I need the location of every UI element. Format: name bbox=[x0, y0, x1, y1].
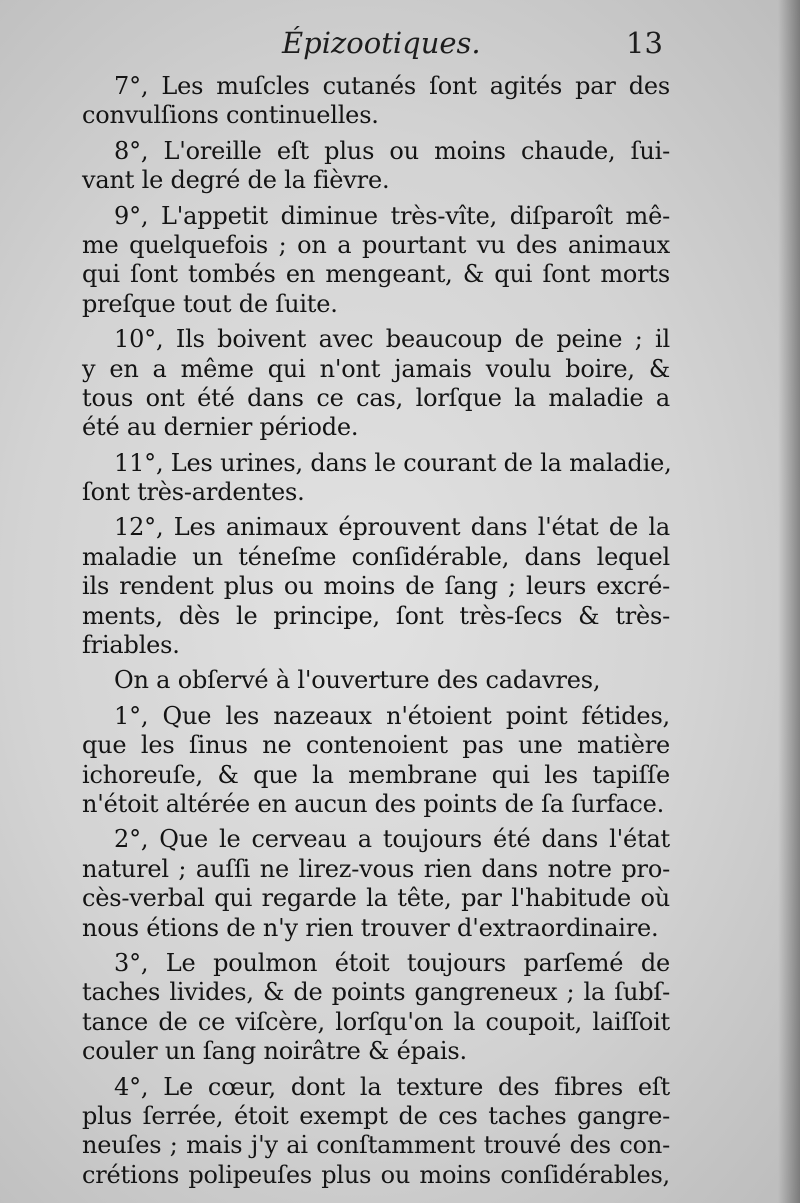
text-line: On a obſervé à l'ouverture des cadavres, bbox=[114, 666, 601, 695]
text-line: plus ſerrée, étoit exempt de ces taches gangre- bbox=[82, 1101, 670, 1130]
text-line: ſont très-ardentes. bbox=[82, 478, 305, 507]
text-line: ils rendent plus ou moins de ſang ; leurs excré- bbox=[82, 572, 670, 601]
text-line: naturel ; auſſi ne lirez-vous rien dans notre pro- bbox=[82, 854, 670, 883]
text-line: vant le degré de la fièvre. bbox=[82, 166, 390, 195]
text-line: tance de ce viſcère, lorſqu'on la coupoit, laiſſoit bbox=[82, 1007, 670, 1036]
text-line: 2°, Que le cerveau a toujours été dans l'état bbox=[114, 825, 670, 854]
paragraph-finding-1 bbox=[82, 702, 670, 820]
text-line: tous ont été dans ce cas, lorſque la maladie a bbox=[82, 383, 670, 412]
text-line: me quelquefois ; on a pourtant vu des animaux bbox=[82, 230, 670, 259]
text-line: 9°, L'appetit diminue très-vîte, diſparoît mê- bbox=[114, 201, 670, 230]
text-line: neuſes ; mais j'y ai conſtamment trouvé des con- bbox=[82, 1131, 670, 1160]
text-line: qui ſont tombés en mengeant, & qui ſont morts bbox=[82, 260, 670, 289]
text-line: 12°, Les animaux éprouvent dans l'état de la bbox=[114, 513, 670, 542]
paragraph-8 bbox=[82, 137, 670, 196]
text-line: 7°, Les muſcles cutanés ſont agités par des bbox=[114, 72, 670, 100]
text-line: taches livides, & de points gangreneux ; la ſubſ- bbox=[82, 978, 670, 1007]
paragraph-12 bbox=[82, 513, 670, 660]
text-line: 8°, L'oreille eſt plus ou moins chaude, ſui- bbox=[114, 136, 670, 165]
text-line: maladie un téneſme conſidérable, dans lequel bbox=[82, 542, 670, 571]
paragraph-finding-2 bbox=[82, 825, 670, 943]
text-line: que les ſinus ne contenoient pas une matière bbox=[82, 731, 670, 760]
text-line: 3°, Le poulmon étoit toujours parſemé de bbox=[114, 948, 670, 977]
paragraph-9 bbox=[82, 202, 670, 320]
text-line: 4°, Le cœur, dont la texture des fibres eſt bbox=[114, 1072, 670, 1101]
text-line: 11°, Les urines, dans le courant de la maladie, bbox=[114, 448, 672, 477]
page-number: 13 bbox=[626, 26, 663, 60]
text-line: 1°, Que les nazeaux n'étoient point fétides, bbox=[114, 701, 670, 730]
paragraph-finding-3 bbox=[82, 949, 670, 1067]
page-header bbox=[0, 22, 800, 72]
text-line: 10°, Ils boivent avec beaucoup de peine ; il bbox=[114, 325, 670, 354]
paragraph-observation-intro bbox=[82, 666, 670, 695]
text-line: n'étoit altérée en aucun des points de ſa ſurface. bbox=[82, 789, 665, 818]
text-line: nous étions de n'y rien trouver d'extraordinaire. bbox=[82, 913, 659, 942]
paragraph-10 bbox=[82, 325, 670, 443]
text-line: couler un ſang noirâtre & épais. bbox=[82, 1037, 467, 1066]
text-line: y en a même qui n'ont jamais voulu boire, & bbox=[82, 354, 670, 383]
text-line: été au dernier période. bbox=[82, 413, 359, 442]
paragraph-7 bbox=[82, 72, 670, 131]
text-line: friables. bbox=[82, 631, 180, 660]
page-edge-shadow bbox=[778, 0, 800, 1203]
paragraph-finding-4 bbox=[82, 1073, 670, 1191]
body-text bbox=[82, 72, 670, 1190]
paragraph-11 bbox=[82, 449, 670, 508]
text-line: ichoreuſe, & que la membrane qui les tapiſſe bbox=[82, 760, 670, 789]
running-title: Épizootiques. bbox=[282, 26, 481, 60]
text-line: crétions polipeuſes plus ou moins conſidérables, bbox=[82, 1160, 670, 1189]
text-line: convulſions continuelles. bbox=[82, 101, 379, 130]
text-line: preſque tout de ſuite. bbox=[82, 289, 338, 318]
text-line: ments, dès le principe, ſont très-ſecs & très- bbox=[82, 601, 670, 630]
text-line: cès-verbal qui regarde la tête, par l'habitude où bbox=[82, 884, 670, 913]
